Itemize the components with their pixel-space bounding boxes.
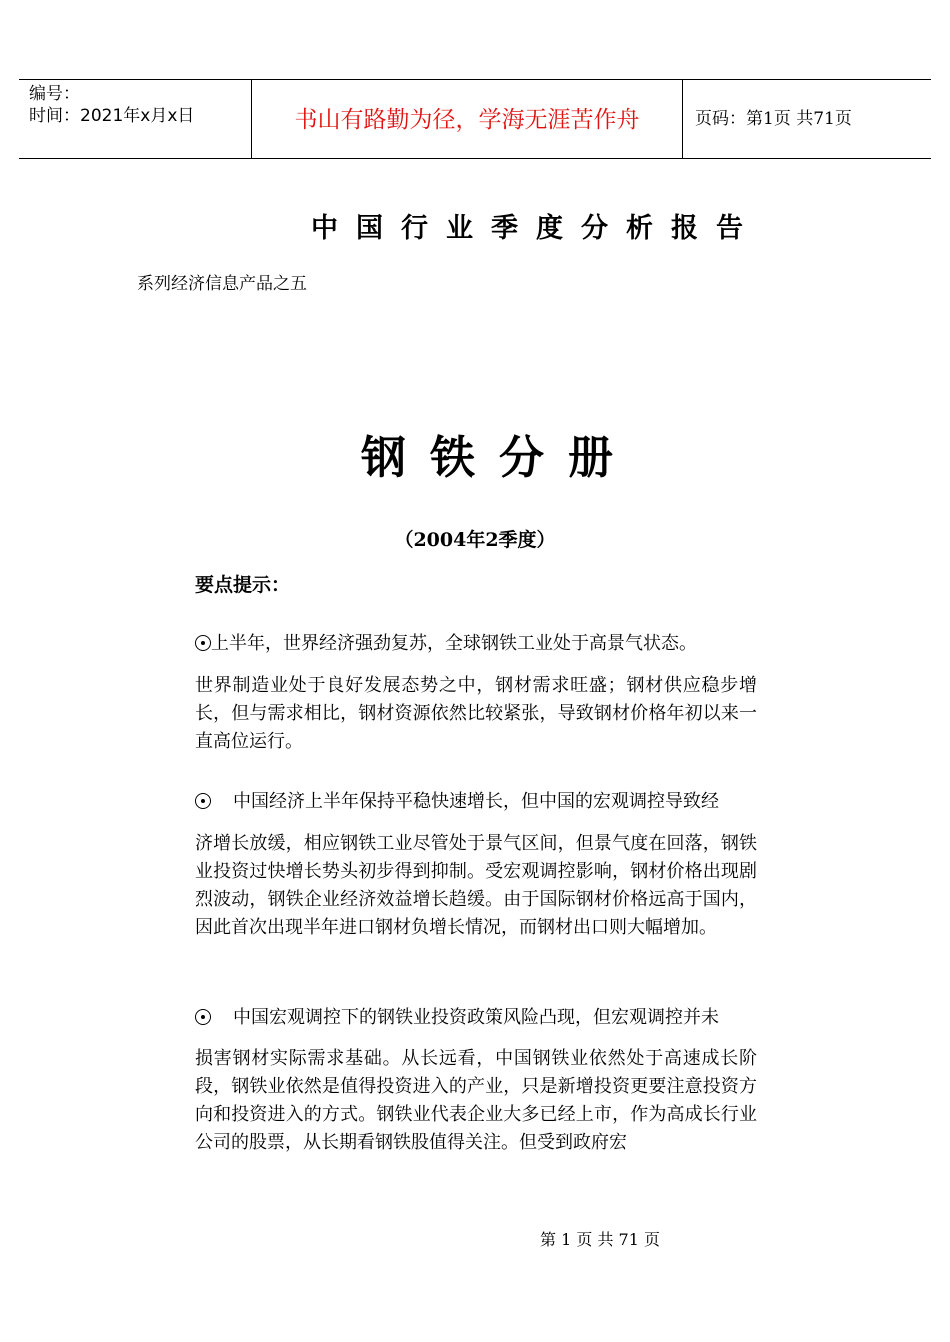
header-page-cell bbox=[683, 80, 931, 158]
circle-dot-icon bbox=[195, 1009, 211, 1025]
header-table bbox=[19, 79, 931, 159]
header-motto-cell bbox=[252, 80, 683, 158]
key-point-2-body: 济增长放缓，相应钢铁工业尽管处于景气区间，但景气度在回落，钢铁业投资过快增长势头初步得到抑制。受宏观调控影响，钢材价格出现剧烈波动，钢铁企业经济效益增长趋缓。由于国际钢材价格远高于国内，因此首次出现半年进口钢材负增长情况，而钢材出口则大幅增加。 bbox=[195, 833, 757, 938]
key-point-1-lead-text: 上半年，世界经济强劲复苏，全球钢铁工业处于高景气状态。 bbox=[211, 633, 697, 654]
key-point-1-lead bbox=[195, 631, 697, 657]
circle-dot-icon bbox=[195, 793, 211, 809]
serial-label: 编号： bbox=[29, 84, 80, 104]
key-point-2-lead-text: 中国经济上半年保持平稳快速增长，但中国的宏观调控导致经 bbox=[233, 791, 719, 812]
header-meta-cell bbox=[19, 80, 252, 158]
report-title: 中国行业季度分析报告 bbox=[311, 213, 761, 244]
circle-dot-icon bbox=[195, 635, 211, 651]
motto: 书山有路勤为径，学海无涯苦作舟 bbox=[294, 107, 640, 133]
key-point-1-body: 世界制造业处于良好发展态势之中，钢材需求旺盛；钢材供应稳步增长，但与需求相比，钢材资源依然比较紧张，导致钢材价格年初以来一直高位运行。 bbox=[195, 675, 757, 752]
key-point-3-lead bbox=[195, 1005, 719, 1031]
volume-title: 钢铁分册 bbox=[360, 431, 637, 484]
time-label: 时间：2021年x月x日 bbox=[29, 106, 195, 126]
quarter-subtitle: （2004年2季度） bbox=[394, 529, 556, 551]
page-footer: 第 1 页 共 71 页 bbox=[540, 1230, 660, 1249]
key-point-2-lead bbox=[195, 789, 719, 815]
key-point-3-lead-text: 中国宏观调控下的钢铁业投资政策风险凸现，但宏观调控并未 bbox=[233, 1007, 719, 1028]
series-note: 系列经济信息产品之五 bbox=[137, 274, 307, 294]
key-point-3-body: 损害钢材实际需求基础。从长远看，中国钢铁业依然处于高速成长阶段，钢铁业依然是值得投资进入的产业，只是新增投资更要注意投资方向和投资进入的方式。钢铁业代表企业大多已经上市，作为高成长行业公司的股票，从长期看钢铁股值得关注。但受到政府宏 bbox=[195, 1048, 757, 1153]
key-points-heading: 要点提示： bbox=[195, 574, 291, 596]
page-info: 页码：第1页 共71页 bbox=[695, 109, 852, 129]
